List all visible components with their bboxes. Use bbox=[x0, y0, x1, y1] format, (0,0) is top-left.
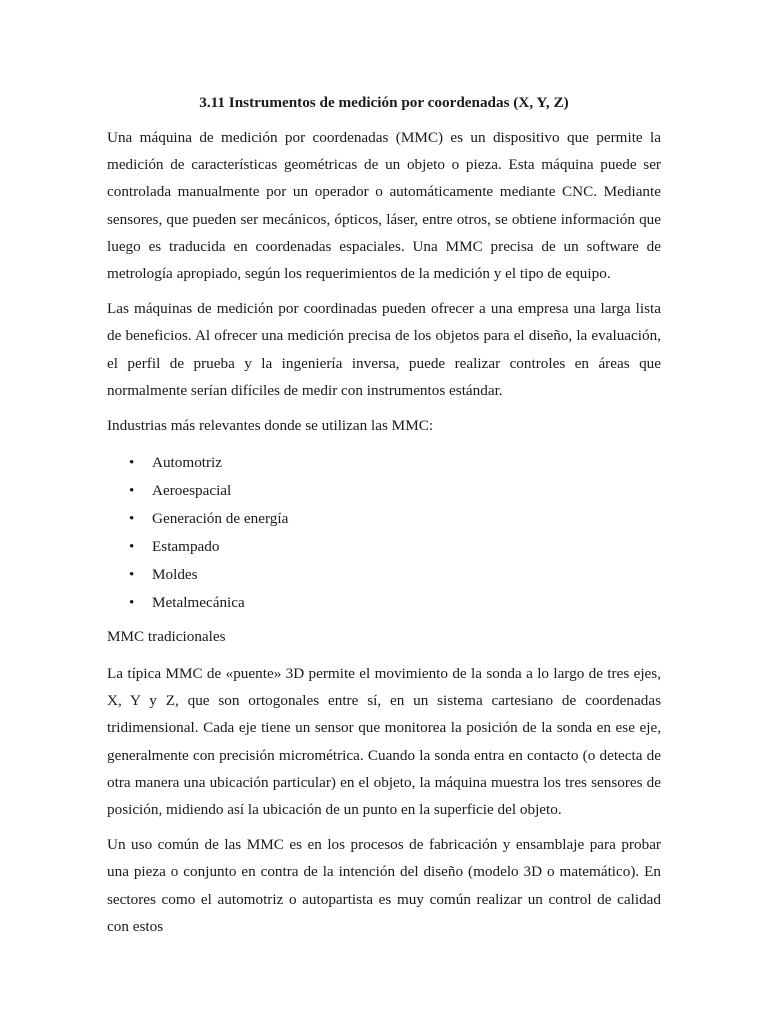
bullet-icon: • bbox=[129, 454, 135, 472]
list-item-label: Moldes bbox=[152, 566, 198, 584]
paragraph-benefits: Las máquinas de medición por coordinadas pueden ofrecer a una empresa una larga lista de beneficios. Al ofrecer una medición precisa de los objetos para el diseño, la evaluación, el perfil de prueba y la ingeniería inversa, puede realizar controles en áreas que normalmente serían difíciles de medir con instrumentos estándar. bbox=[107, 300, 661, 399]
list-item bbox=[107, 449, 661, 477]
list-item bbox=[107, 505, 661, 533]
list-item-label: Generación de energía bbox=[152, 510, 289, 528]
list-item bbox=[107, 477, 661, 505]
bullet-icon: • bbox=[129, 538, 135, 556]
bullet-icon: • bbox=[129, 594, 135, 612]
paragraph-intro: Una máquina de medición por coordenadas (MMC) es un dispositivo que permite la medición de características geométricas de un objeto o pieza. Esta máquina puede ser controlada manualmente por un operador o automáticamente mediante CNC. Mediante sensores, que pueden ser mecánicos, ópticos, láser, entre otros, se obtiene información que luego es traducida en coordenadas espaciales. Una MMC precisa de un software de metrología apropiado, según los requerimientos de la medición y el tipo de equipo. bbox=[107, 129, 661, 283]
industries-intro: Industrias más relevantes donde se utilizan las MMC: bbox=[107, 417, 434, 435]
section-title: 3.11 Instrumentos de medición por coordenadas (X, Y, Z) bbox=[199, 94, 569, 111]
paragraph-bridge-cmm: La típica MMC de «puente» 3D permite el movimiento de la sonda a lo largo de tres ejes, X, Y y Z, que son ortogonales entre sí, en un sistema cartesiano de coordenadas tridimensional. Cada eje tiene un sensor que monitorea la posición de la sonda en ese eje, generalmente con precisión micrométrica. Cuando la sonda entra en contacto (o detecta de otra manera una ubicación particular) en el objeto, la máquina muestra los tres sensores de posición, midiendo así la ubicación de un punto en la superficie del objeto. bbox=[107, 665, 661, 819]
bullet-icon: • bbox=[129, 510, 135, 528]
list-item bbox=[107, 561, 661, 589]
list-item bbox=[107, 589, 661, 617]
list-item-label: Estampado bbox=[152, 538, 220, 556]
bullet-icon: • bbox=[129, 482, 135, 500]
document-body bbox=[107, 93, 661, 948]
list-item bbox=[107, 533, 661, 561]
list-item-label: Automotriz bbox=[152, 454, 223, 472]
industries-list bbox=[107, 449, 661, 617]
list-item-label: Metalmecánica bbox=[152, 594, 245, 612]
list-item-label: Aeroespacial bbox=[152, 482, 232, 500]
subheading: MMC tradicionales bbox=[107, 628, 226, 646]
paragraph-common-use: Un uso común de las MMC es en los procesos de fabricación y ensamblaje para probar una pieza o conjunto en contra de la intención del diseño (modelo 3D o matemático). En sectores como el automotriz o autopartista es muy común realizar un control de calidad con estos bbox=[107, 836, 661, 935]
bullet-icon: • bbox=[129, 566, 135, 584]
